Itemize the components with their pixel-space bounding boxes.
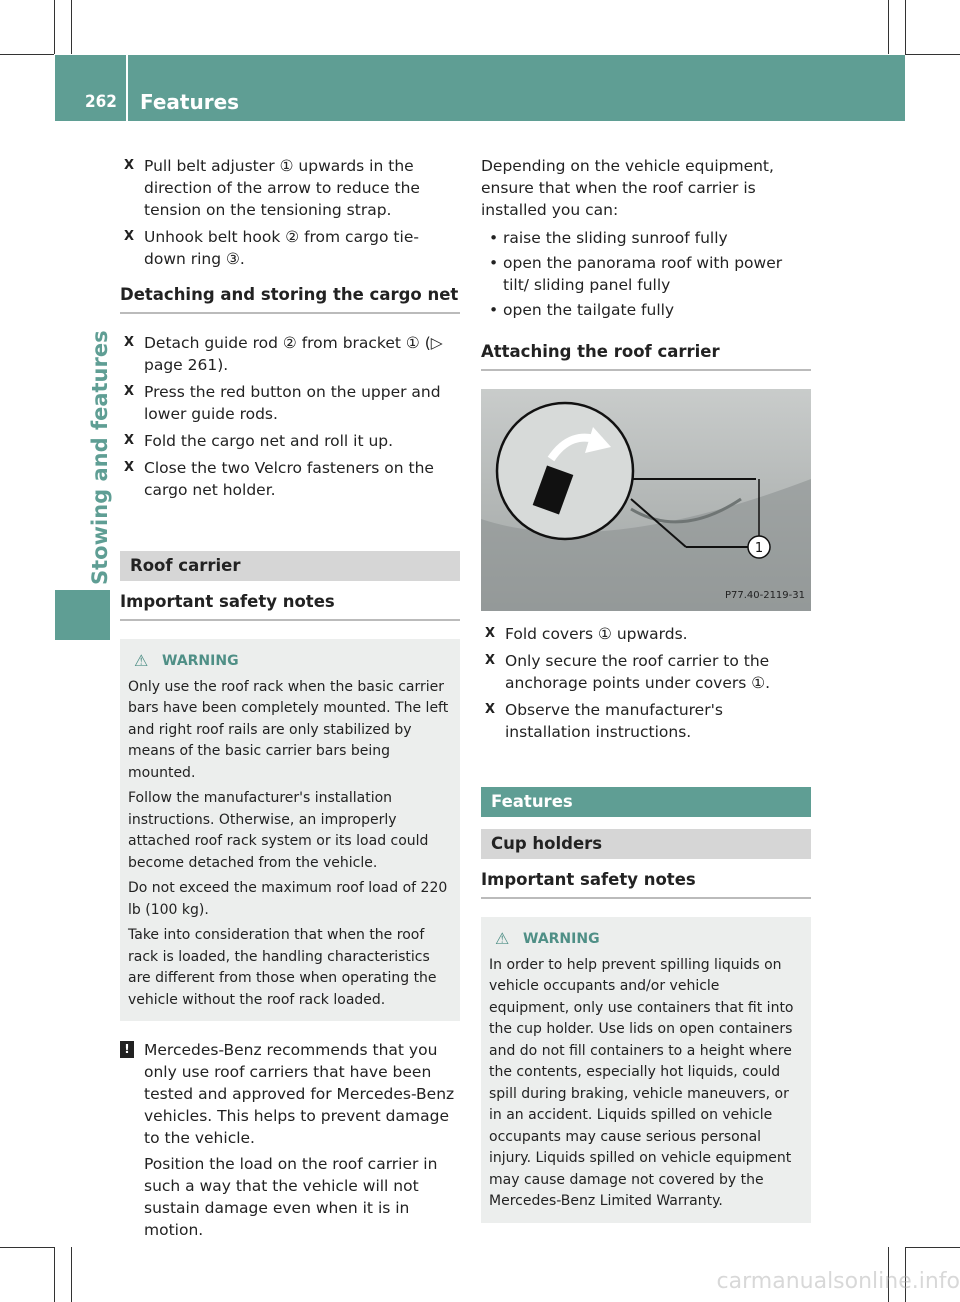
heading-safety-notes: Important safety notes — [120, 591, 460, 621]
list-item: • raise the sliding sunroof fully — [489, 229, 728, 247]
list-item: • open the tailgate fully — [489, 301, 675, 319]
heading-attach: Attaching the roof carrier — [481, 341, 811, 371]
svg-text:1: 1 — [754, 541, 764, 556]
instruction-step: X Pull belt adjuster ① upwards in the direction of the arrow to reduce the tension on the tensioning strap. — [124, 157, 420, 219]
bullet-icon: • — [489, 301, 499, 319]
instruction-step: X Close the two Velcro fasteners on the cargo net holder. — [124, 459, 434, 499]
notice-paragraph: Mercedes-Benz recommends that you only use roof carriers that have been tested and approved for Mercedes-Benz vehicles. This helps to prevent damage to the vehicle. — [144, 1041, 455, 1147]
right-column — [481, 155, 811, 1241]
crop-mark — [0, 1247, 54, 1248]
crop-mark — [71, 1247, 72, 1302]
section-tab-label: Stowing and features — [88, 330, 112, 585]
side-tab-area — [905, 121, 960, 641]
warning-title: ⚠ WARNING — [134, 651, 239, 670]
photo-code: P77.40-2119-31 — [724, 590, 805, 601]
instruction-step: X Fold covers ① upwards. — [485, 625, 688, 643]
roof-illustration — [481, 389, 811, 611]
warning-paragraph: Follow the manufacturer's installation instructions. Otherwise, an improperly attached roof rack system or its load could become detached from the vehicle. — [128, 790, 429, 871]
roof-carrier-photo — [481, 389, 811, 611]
crop-mark — [54, 0, 55, 54]
instruction-step: X Observe the manufacturer's installation instructions. — [485, 701, 723, 741]
bullet-icon: • — [489, 229, 499, 247]
section-band-roof-carrier: Roof carrier — [120, 551, 460, 581]
list-item: • open the panorama roof with power tilt/ sliding panel fully — [489, 254, 783, 294]
warning-paragraph: Only use the roof rack when the basic carrier bars have been completely mounted. The left and right roof rails are only stabilized by means of the basic carrier bars being mounted. — [128, 678, 449, 781]
instruction-step: X Fold the cargo net and roll it up. — [124, 432, 394, 450]
step-arrow-icon: X — [124, 384, 135, 399]
step-arrow-icon: X — [124, 433, 135, 448]
section-band-cup-holders: Cup holders — [481, 829, 811, 859]
page-number: 262 — [85, 92, 117, 112]
instruction-step: X Detach guide rod ② from bracket ① (▷ page 261). — [124, 334, 443, 374]
instruction-step: X Only secure the roof carrier to the anchorage points under covers ①. — [485, 652, 771, 692]
step-arrow-icon: X — [124, 335, 135, 350]
notice-block — [120, 1039, 460, 1241]
crop-mark — [905, 1247, 960, 1248]
left-column — [120, 155, 460, 1245]
step-arrow-icon: X — [124, 460, 135, 475]
crop-mark — [54, 1247, 55, 1302]
warning-triangle-icon: ⚠ — [134, 651, 149, 670]
crop-mark — [71, 0, 72, 54]
crop-mark — [888, 0, 889, 54]
warning-box — [120, 639, 460, 1021]
step-arrow-icon: X — [124, 229, 135, 244]
intro-text: Depending on the vehicle equipment, ensure that when the roof carrier is installed you can: — [481, 157, 774, 219]
step-arrow-icon: X — [485, 626, 496, 641]
section-band-features: Features — [481, 787, 811, 817]
notice-paragraph: Position the load on the roof carrier in such a way that the vehicle will not sustain damage even when it is in motion. — [144, 1155, 438, 1239]
heading-safety-notes-2: Important safety notes — [481, 869, 811, 899]
heading-detach: Detaching and storing the cargo net — [120, 284, 460, 314]
instruction-step: X Press the red button on the upper and lower guide rods. — [124, 383, 441, 423]
warning-paragraph: In order to help prevent spilling liquids on vehicle occupants and/or vehicle equipment, only use containers that fit into the cup holder. Use lids on open containers and do not fill containers to a height where the contents, especially hot liquids, could spill during braking, vehicle maneuvers, or in an accident. Liquids spilled on vehicle occupants may cause serious personal injury. Liquids spilled on vehicle equipment may cause damage not covered by the Mercedes-Benz Limited Warranty. — [489, 956, 794, 1209]
crop-mark — [0, 54, 54, 55]
crop-mark — [905, 0, 906, 54]
warning-triangle-icon: ⚠ — [495, 929, 510, 948]
section-tab-marker — [55, 590, 110, 640]
warning-paragraph: Take into consideration that when the roof rack is loaded, the handling characteristics are different from those when operating the vehicle without the roof rack loaded. — [128, 927, 437, 1008]
bullet-icon: • — [489, 254, 499, 272]
chapter-title: Features — [140, 90, 240, 114]
step-arrow-icon: X — [485, 653, 496, 668]
header-separator — [126, 55, 128, 121]
crop-mark — [905, 54, 960, 55]
instruction-step: X Unhook belt hook ② from cargo tie-down ring ③. — [124, 228, 419, 268]
notice-exclamation-icon: ! — [120, 1041, 134, 1058]
warning-title: ⚠ WARNING — [495, 929, 600, 948]
warning-box-2 — [481, 917, 811, 1223]
step-arrow-icon: X — [485, 702, 496, 717]
warning-paragraph: Do not exceed the maximum roof load of 220 lb (100 kg). — [128, 880, 448, 918]
step-arrow-icon: X — [124, 158, 135, 173]
watermark: carmanualsonline.info — [716, 1269, 960, 1294]
